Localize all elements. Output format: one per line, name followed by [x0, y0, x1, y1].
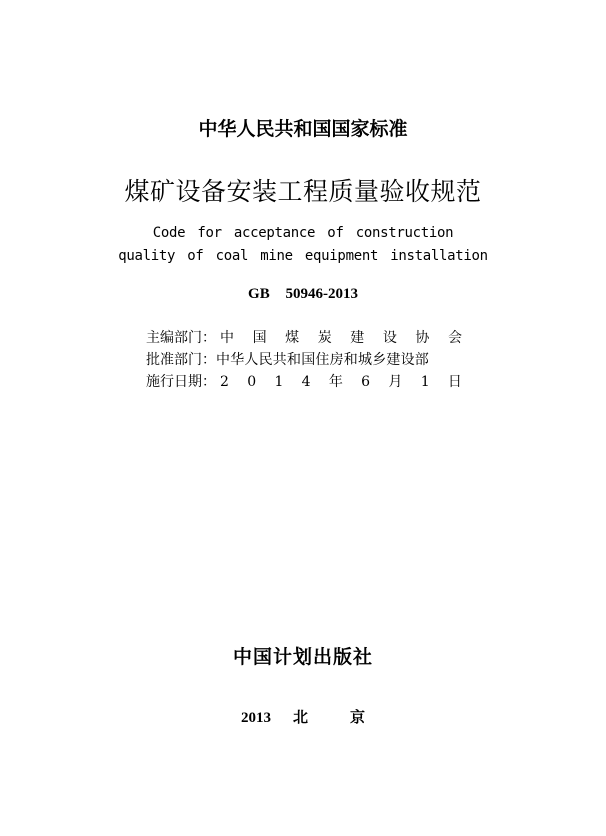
national-standard-heading: 中华人民共和国国家标准	[198, 118, 408, 140]
editor-char: 协	[415, 330, 430, 346]
date-char: 日	[447, 374, 462, 390]
publisher-name: 中国计划出版社	[232, 646, 373, 668]
date-char: 0	[247, 374, 257, 390]
effective-date-value	[216, 371, 476, 393]
editor-char: 煤	[285, 330, 300, 346]
effective-date-row	[146, 371, 476, 393]
approver-value: 中华人民共和国住房和城乡建设部	[216, 352, 429, 368]
date-char: 1	[274, 374, 284, 390]
approver-label: 批准部门：	[146, 352, 216, 368]
editor-char: 会	[447, 330, 462, 346]
date-char: 月	[388, 374, 403, 390]
editor-char: 国	[252, 330, 267, 346]
publication-city-char: 北	[292, 710, 308, 726]
editor-label: 主编部门：	[146, 330, 216, 346]
editor-char: 中	[220, 330, 234, 346]
editor-value	[216, 327, 476, 349]
publication-year: 2013	[240, 710, 271, 726]
editor-char: 建	[350, 330, 365, 346]
date-char: 4	[301, 374, 311, 390]
editor-char: 炭	[317, 330, 332, 346]
standard-title-chinese: 煤矿设备安装工程质量验收规范	[124, 177, 482, 206]
publication-footer	[0, 706, 606, 727]
date-char: 6	[361, 374, 371, 390]
publication-city-char: 京	[350, 710, 366, 726]
date-char: 1	[420, 374, 430, 390]
standard-title-english	[0, 222, 606, 268]
effective-date-label: 施行日期：	[146, 374, 216, 390]
date-char: 年	[328, 374, 343, 390]
title-english-line-2: quality of coal mine equipment installation	[118, 248, 488, 264]
date-char: 2	[220, 374, 229, 390]
standard-code: GB 50946-2013	[248, 286, 358, 302]
title-english-line-1: Code for acceptance of construction	[152, 225, 454, 241]
approver-row	[146, 349, 476, 371]
editor-row	[146, 327, 476, 349]
editor-char: 设	[382, 330, 397, 346]
standard-info-block	[146, 327, 476, 393]
